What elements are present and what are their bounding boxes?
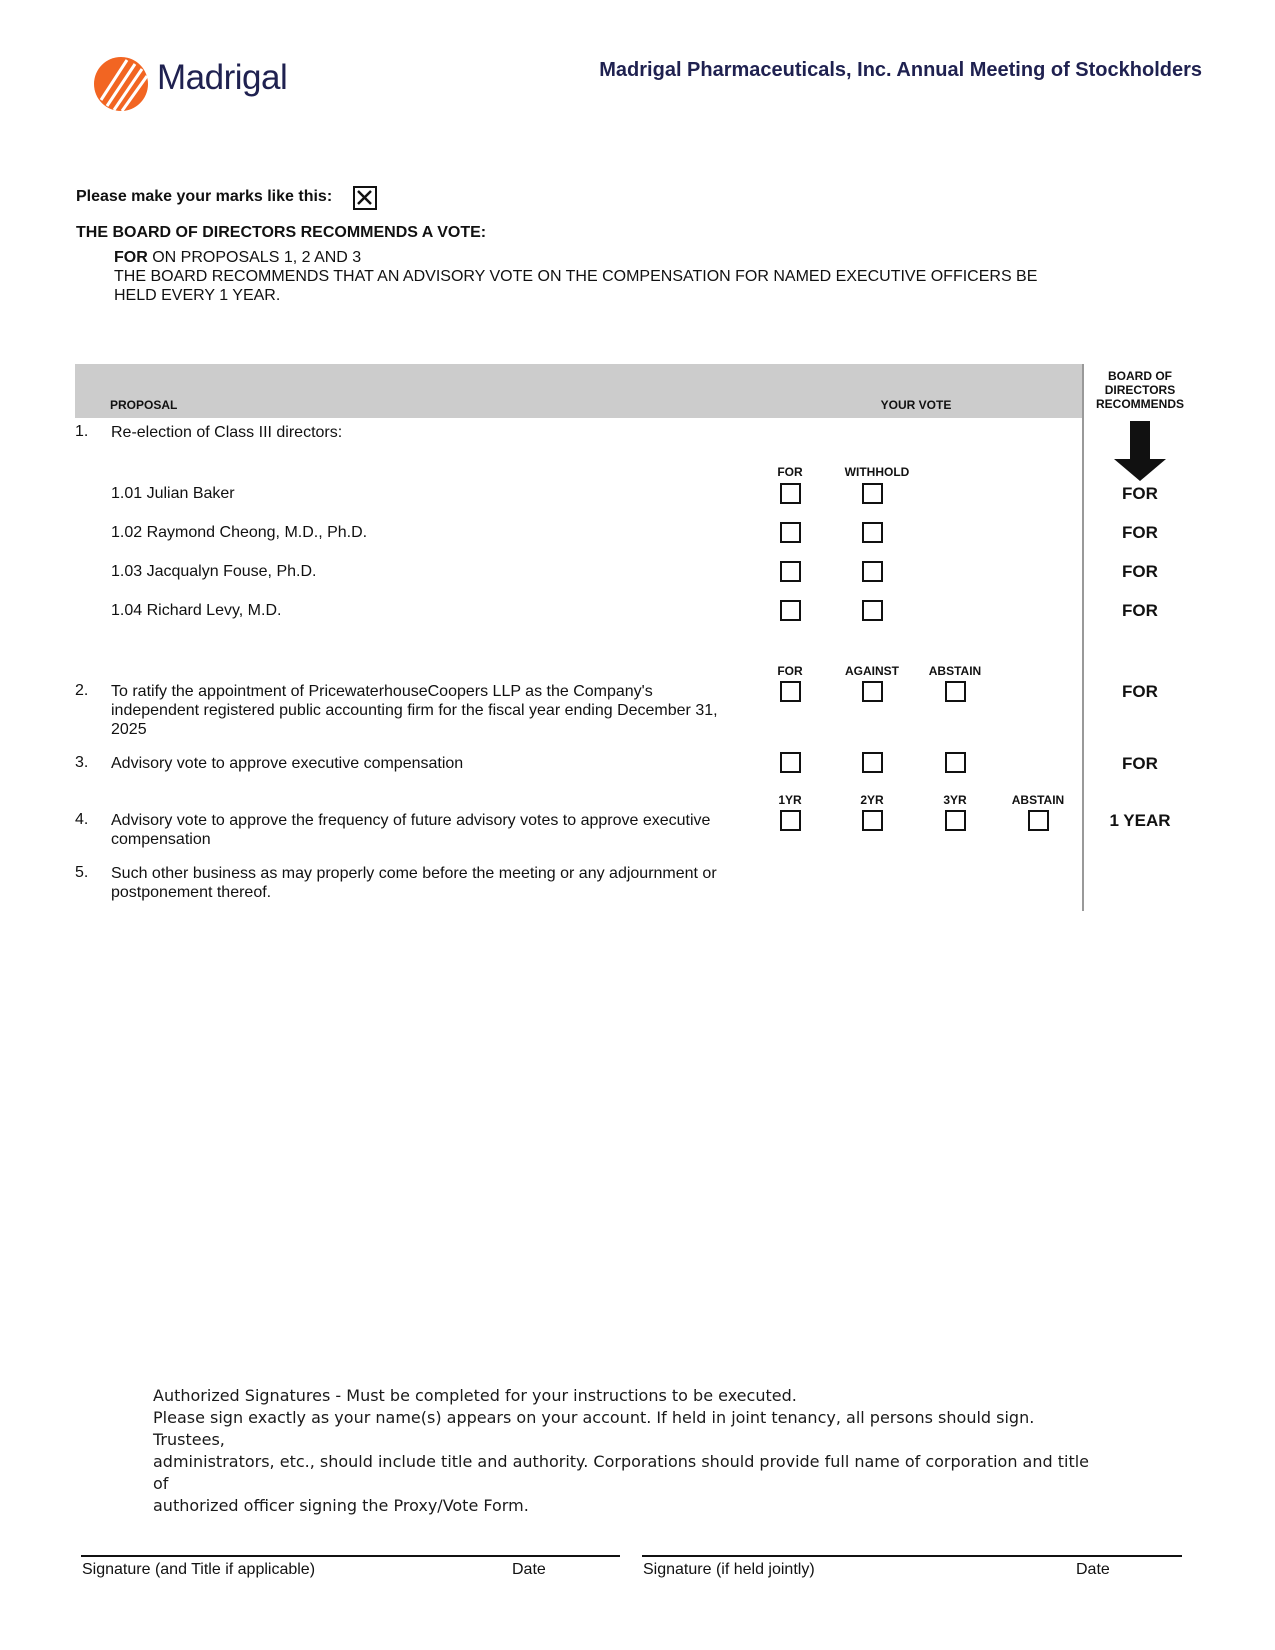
marks-instruction: Please make your marks like this: [76,188,333,205]
nominee-3-withhold-checkbox[interactable] [862,561,883,582]
proposal-2-line: To ratify the appointment of PricewaterhouseCoopers LLP as the Company's [111,683,653,700]
auth-notice-line: Authorized Signatures - Must be completed for your instructions to be executed. [153,1386,797,1405]
frequency-recommendation-line2: HELD EVERY 1 YEAR. [114,287,281,304]
logo-wordmark: Madrigal [157,58,288,97]
proposal-5-line: Such other business as may properly come before the meeting or any adjournment or [111,865,717,882]
proposal-1-number: 1. [75,423,89,440]
column-label-for: FOR [777,664,803,678]
proposal-2-line: independent registered public accounting firm for the fiscal year ending December 31, [111,702,718,719]
board-recommendation-heading: THE BOARD OF DIRECTORS RECOMMENDS A VOTE: [76,224,487,241]
column-label-2yr: 2YR [860,793,884,807]
proposal-2-line: 2025 [111,721,147,738]
recommendation-divider [1082,364,1084,911]
nominee-1-board-rec: FOR [1122,484,1158,503]
nominee-2-withhold-checkbox[interactable] [862,522,883,543]
recommendation-for-line [114,248,1114,267]
sample-mark-checkbox [353,186,377,210]
nominee-4-board-rec: FOR [1122,601,1158,620]
proposal-4-3yr-checkbox[interactable] [945,810,966,831]
proposal-3-for-checkbox[interactable] [780,752,801,773]
nominee-1-for-checkbox[interactable] [780,483,801,504]
proposal-4-text [111,811,751,849]
board-header-line: DIRECTORS [1104,383,1176,397]
nominee-3-name: 1.03 Jacqualyn Fouse, Ph.D. [111,563,317,580]
nominee-1-name: 1.01 Julian Baker [111,485,235,502]
proposal-1-text: Re-election of Class III directors: [111,424,343,441]
proposal-3-board-rec: FOR [1122,754,1158,773]
column-header-board-recommends [1088,369,1192,411]
proposal-5-line: postponement thereof. [111,884,272,901]
column-header-your-vote: YOUR VOTE [880,398,952,412]
madrigal-logo-icon [93,56,149,112]
nominee-2-for-checkbox[interactable] [780,522,801,543]
auth-notice-line: Please sign exactly as your name(s) appears on your account. If held in joint tenancy, all persons should sign. Trustees, [153,1408,1035,1449]
column-label-against: AGAINST [845,664,899,678]
signature-1-line[interactable] [81,1555,620,1557]
column-header-proposal: PROPOSAL [110,398,178,412]
column-label-abstain: ABSTAIN [1011,793,1065,807]
nominee-2-board-rec: FOR [1122,523,1158,542]
proposal-2-board-rec: FOR [1122,682,1158,701]
board-header-line: RECOMMENDS [1095,397,1184,411]
proposal-3-number: 3. [75,754,89,771]
column-label-withhold: WITHHOLD [844,465,910,479]
column-label-abstain: ABSTAIN [928,664,982,678]
signature-1-label: Signature (and Title if applicable) [82,1561,316,1578]
company-logo [93,54,353,114]
for-proposals-text: ON PROPOSALS 1, 2 AND 3 [147,249,362,266]
proposal-4-board-rec: 1 YEAR [1109,811,1171,830]
nominee-2-name: 1.02 Raymond Cheong, M.D., Ph.D. [111,524,368,541]
column-label-1yr: 1YR [778,793,802,807]
x-mark-icon [355,188,374,207]
nominee-1-withhold-checkbox[interactable] [862,483,883,504]
proposal-2-abstain-checkbox[interactable] [945,681,966,702]
nominee-4-withhold-checkbox[interactable] [862,600,883,621]
nominee-4-for-checkbox[interactable] [780,600,801,621]
proposal-5-text [111,864,751,902]
date-2-label: Date [1076,1561,1110,1578]
proposal-4-1yr-checkbox[interactable] [780,810,801,831]
proposal-4-2yr-checkbox[interactable] [862,810,883,831]
for-emphasis: FOR [114,249,148,266]
column-label-for: FOR [777,465,803,479]
auth-notice-line: administrators, etc., should include title and authority. Corporations should provide full name of corporation and title of [153,1452,1090,1493]
page-title: Madrigal Pharmaceuticals, Inc. Annual Meeting of Stockholders [599,59,1202,81]
proposal-4-abstain-checkbox[interactable] [1028,810,1049,831]
proposal-2-number: 2. [75,682,89,699]
signature-2-label: Signature (if held jointly) [643,1561,815,1578]
proposal-4-number: 4. [75,811,89,828]
auth-notice-line: authorized officer signing the Proxy/Vote Form. [153,1496,529,1515]
nominee-4-name: 1.04 Richard Levy, M.D. [111,602,282,619]
proposal-4-line: compensation [111,831,211,848]
nominee-3-for-checkbox[interactable] [780,561,801,582]
proposal-2-for-checkbox[interactable] [780,681,801,702]
date-1-label: Date [512,1561,546,1578]
board-header-line: BOARD OF [1108,369,1172,383]
frequency-recommendation-line1: THE BOARD RECOMMENDS THAT AN ADVISORY VOTE ON THE COMPENSATION FOR NAMED EXECUTIVE OFFICERS BE [114,268,1038,285]
nominee-3-board-rec: FOR [1122,562,1158,581]
proposal-5-number: 5. [75,864,89,881]
down-arrow-icon [1114,421,1166,481]
proposal-2-against-checkbox[interactable] [862,681,883,702]
proposal-3-text: Advisory vote to approve executive compensation [111,755,464,772]
proposal-4-line: Advisory vote to approve the frequency of future advisory votes to approve executive [111,812,711,829]
column-label-3yr: 3YR [943,793,967,807]
proposal-3-against-checkbox[interactable] [862,752,883,773]
signature-2-line[interactable] [642,1555,1182,1557]
proposal-2-text [111,682,751,739]
authorized-signatures-notice [153,1385,1103,1517]
proposal-3-abstain-checkbox[interactable] [945,752,966,773]
